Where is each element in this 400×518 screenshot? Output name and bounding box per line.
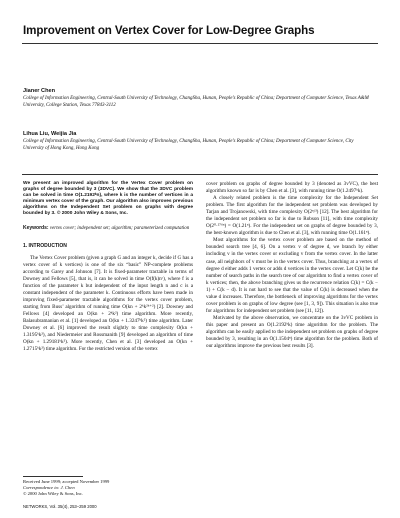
- right-paragraph-3: Most algorithms for the vertex cover problem are based on the method of bounded search tree [4, 6]. On a vertex v of degree d, we branch by either including v in the vertex cover or excluding v from the vertex cover. In the latter case, all neighbors of v must be in the vertex cover. Thus, branching at a vertex of degree d either adds 1 vertex or adds d vertices in the vertex cover. Let C(k) be the number of search paths in the search tree of our algorithm to find a vertex cover of k vertices; then, the above branching gives us the recurrence relation C(k) = C(k − 1) + C(k − d). It is not hard to see that the value of C(k) is decreased when the value d increases. Therefore, the bottleneck of improving algorithms for the vertex cover problem is on graphs of low degree (see [1, 3, 9]). This situation is also true for algorithms for independent set problem (see [11, 12]).: [206, 237, 378, 314]
- affiliation-rule: [22, 174, 378, 175]
- author-2-affiliation: College of Information Engineering, Central-South University of Technology, ChangSha, Hunan, People’s Republic of China; Department of Computer Science, City University of Hong Kong, Hong Kong: [23, 139, 354, 151]
- paper-title: Improvement on Vertex Cover for Low-Degree Graphs: [23, 24, 315, 37]
- right-column: [206, 181, 378, 350]
- keywords-text: vertex cover; independent set; algorithm; parameterized computation: [49, 226, 190, 231]
- abstract: We present an improved algorithm for the Vertex Cover problem on graphs of degree bounded by 3 (3DVC). We show that the 3DVC problem can be solved in time O(1.2192ᵏn), where k is the number of vertices in a minimum vertex cover of the graph. Our algorithm also improves previous algorithms on the Independent Set problem on graphs with degree bounded by 3. © 2000 John Wiley & Sons, Inc.: [23, 181, 193, 216]
- left-paragraph-1: The Vertex Cover problem (given a graph G and an integer k, decide if G has a vertex cover of k vertices) is one of the six “basic” NP-complete problems according to Garey and Johnson [7]. It is fixed-parameter tractable in terms of Downey and Fellows [5], that is, it can be solved in time O(f(k)nᶜ), where f is a function of the parameter k but independent of the input length n and c is a constant independent of the parameter k. Continuous efforts have been made in improving fixed-parameter tractable algorithms for the vertex cover problem, starting from Buss’ algorithm of running time O(kn + 2ᵏk²ᵏ⁺²) [2]. Downey and Fellows [4] developed an O(kn + 2ᵏk²) time algorithm. More recently, Balasubramanian et al. [1] developed an O(kn + 1.3247ᵏk²) time algorithm. Later Downey et al. [6] improved the result slightly to time complexity O(kn + 1.3195ᵏk²), and Niedermeier and Rossmanith [9] developed an algorithm of time O(kn + 1.29181ᵏk²). More recently, Chen et al. [3] developed an O(kn + 1.2715ᵏk²) time algorithm. For the restricted version of the vertex: [23, 254, 193, 353]
- author-2-name: Lihua Liu, Weijia Jia: [23, 131, 77, 137]
- author-1-affiliation: College of Information Engineering, Central-South University of Technology, ChangSha, Hunan, People’s Republic of China; Department of Computer Science, Texas A&M University, College Station, Texas 77843-3112: [23, 96, 369, 108]
- journal-footer: NETWORKS, Vol. 35(4), 253–259 2000: [23, 504, 97, 509]
- keywords-label: Keywords:: [23, 225, 49, 231]
- title-rule: [22, 43, 378, 44]
- right-paragraph-1: cover problem on graphs of degree bounded by 3 (denoted as 3vVC), the best algorithm known so far is by Chen et al. [3], with running time O(1.2497ᵏk).: [206, 181, 378, 195]
- keywords: [23, 225, 193, 233]
- footnote-received: Received June 1999; accepted November 1999: [23, 479, 110, 484]
- footnote-correspondence: Correspondence to: J. Chen: [23, 485, 75, 490]
- footnote-rule: [23, 476, 83, 477]
- right-paragraph-4: Motivated by the above observation, we concentrate on the 3vVC problem in this paper and present an O(1.2192ᵏk) time algorithm for the problem. The algorithm can be easily applied to the independent set problem on graphs of degree bounded by 3, resulting in an O(1.1504ⁿ) time algorithm for the problem. Both of our algorithms improve the previous best results [3].: [206, 314, 378, 350]
- footnote-copyright: © 2000 John Wiley & Sons, Inc.: [23, 491, 83, 496]
- left-column: [23, 181, 193, 353]
- footnote: [23, 479, 109, 497]
- section-heading: 1. INTRODUCTION: [23, 242, 67, 249]
- right-paragraph-2: A closely related problem is the time complexity for the Independent Set problem. The first algorithm for the independent set problem was developed by Tarjan and Trojanowski, with time complexity O(2ⁿ/³) [12]. The best algorithm for the independent set problem so far is due to Robson [11], with time complexity O(2⁰·²⁷⁶ⁿ) = O(1.21ⁿ). For the independent set on graphs of degree bounded by 3, the best-known algorithm is due to Chen et al. [3], with running time O(1.161ⁿ).: [206, 195, 378, 237]
- author-1-name: Jianer Chen: [23, 88, 56, 94]
